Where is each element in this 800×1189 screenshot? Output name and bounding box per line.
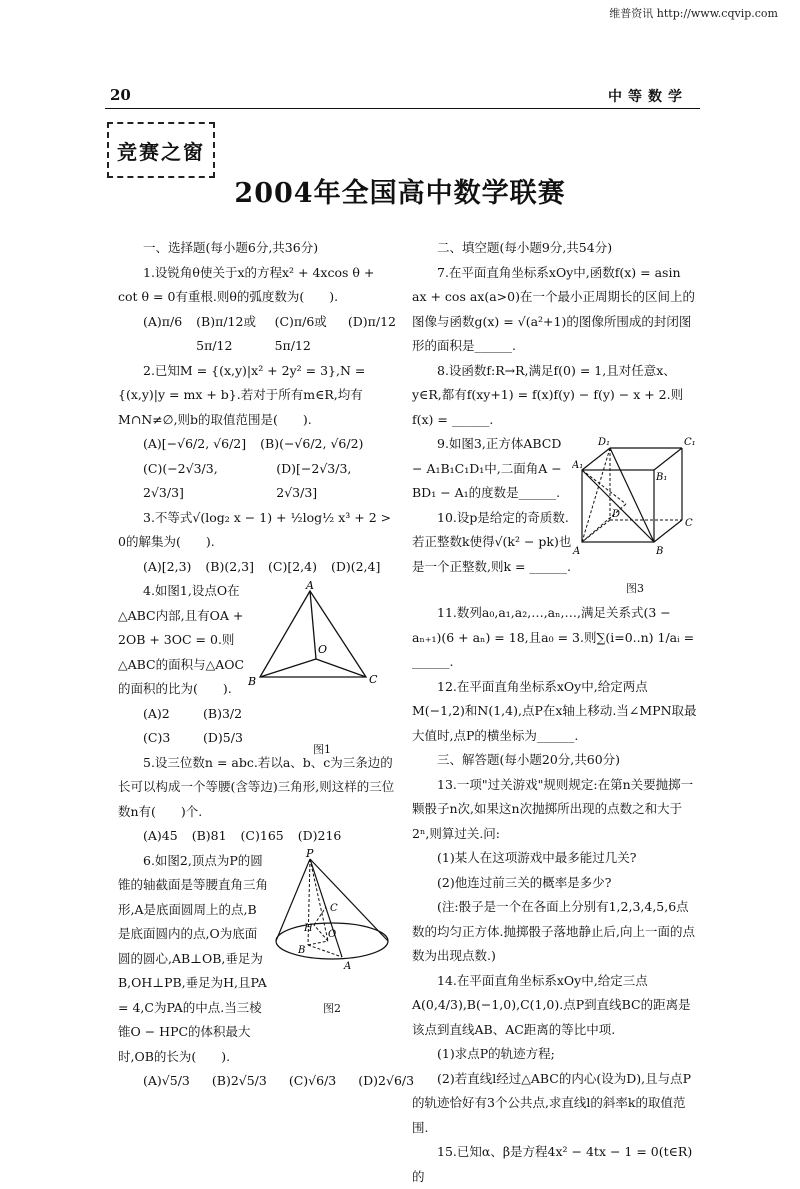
option: (B)(−√6/2, √6/2): [260, 436, 364, 451]
option: (A)45: [143, 828, 178, 843]
cone-diagram: [268, 849, 396, 989]
question-4: 4.如图1,设点O在△ABC内部,且有OA + 2OB + 3OC = 0.则△ABC的面积与△AOC的面积的比为( ).: [118, 583, 245, 696]
option: (C)[2,4): [268, 558, 317, 574]
svg-text:B: B: [656, 546, 664, 557]
question-13-part-1: (1)某人在这项游戏中最多能过几关?: [437, 850, 637, 865]
option: (D)[−2√3/3, 2√3/3]: [276, 460, 352, 500]
question-4-block: [118, 579, 396, 756]
option: (A)√5/3: [143, 1073, 190, 1088]
question-3-options: [118, 555, 396, 580]
question-12: 12.在平面直角坐标系xOy中,给定两点M(−1,2)和N(1,4),点P在x轴上移动.当∠MPN取最大值时,点P的横坐标为______.: [412, 678, 697, 743]
svg-text:D₁: D₁: [598, 437, 611, 448]
question-6: 6.如图2,顶点为P的圆锥的轴截面是等腰直角三角形,A是底面圆周上的点,B是底面圆内的点,O为底面圆的圆心,AB⊥OB,垂足为B,OH⊥PB,垂足为H,且PA = 4,C为PA的中点.当三棱锥O − HPC的体积最大时,OB的长为( ).: [118, 852, 269, 1064]
question-1: 1.设锐角θ使关于x的方程x² + 4xcos θ + cot θ = 0有重根.则θ的弧度数为( ).: [118, 264, 375, 304]
svg-text:C: C: [330, 902, 338, 914]
question-13-note: (注:骰子是一个在各面上分别有1,2,3,4,5,6点数的均匀正方体.抛掷骰子落地静止后,向上一面的点数为出现点数.): [412, 899, 695, 963]
question-10: 10.设p是给定的奇质数.若正整数k使得√(k² − pk)也是一个正整数,则k = ______.: [412, 509, 572, 574]
question-5: 5.设三位数n = abc.若以a、b、c为三条边的长可以构成一个等腰(含等边)三角形,则这样的三位数n有( )个.: [118, 754, 395, 819]
figure-2: [268, 849, 396, 1070]
option: (A)[2,3): [143, 558, 192, 574]
option: (B)81: [191, 828, 227, 843]
question-7: 7.在平面直角坐标系xOy中,函数f(x) = asin ax + cos ax(a>0)在一个最小正周期长的区间上的图像与函数g(x) = √(a²+1)的图像所围成的封闭图形的面积是______.: [412, 264, 695, 353]
svg-text:H: H: [304, 922, 313, 934]
header-rule: [105, 108, 700, 109]
svg-text:P: P: [306, 848, 314, 860]
figure-3: [572, 432, 698, 601]
svg-text:O: O: [328, 928, 337, 940]
option: (D)2√6/3: [358, 1073, 415, 1088]
question-3: 3.不等式√(log₂ x − 1) + ½log½ x³ + 2 > 0的解集为( ).: [118, 509, 392, 549]
option: (A)[−√6/2, √6/2]: [143, 436, 247, 451]
figure-2-caption: 图2: [323, 1002, 341, 1015]
question-4-options: [118, 702, 248, 751]
svg-text:A: A: [306, 579, 314, 592]
question-1-options: [118, 310, 396, 359]
question-2: 2.已知M = {(x,y)|x² + 2y² = 3},N = {(x,y)|y = mx + b}.若对于所有m∈R,均有M∩N≠∅,则b的取值范围是( ).: [118, 362, 366, 427]
question-15: 15.已知α、β是方程4x² − 4tx − 1 = 0(t∈R)的: [412, 1144, 693, 1184]
column-label: 竞赛之窗: [107, 122, 215, 178]
option: (D)π/12: [347, 313, 396, 329]
option: (A)π/6: [143, 313, 183, 329]
option: (C)π/6或5π/12: [274, 313, 327, 353]
question-9-10-block: [412, 432, 698, 601]
option: (D)216: [297, 828, 342, 843]
triangle-diagram: [248, 579, 396, 729]
figure-1: [248, 579, 396, 756]
page-title: 2004年全国高中数学联赛: [234, 178, 566, 209]
option: (B)3/2: [203, 705, 243, 721]
svg-text:C: C: [369, 673, 378, 686]
svg-text:A: A: [573, 546, 581, 557]
question-13: 13.一项"过关游戏"规则规定:在第n关要抛掷一颗骰子n次,如果这n次抛掷所出现的点数之和大于2ⁿ,则算过关.问:: [412, 776, 694, 841]
question-6-block: [118, 849, 396, 1070]
figure-3-caption: 图3: [626, 581, 644, 595]
option: (B)π/12或5π/12: [196, 313, 256, 353]
svg-text:B: B: [298, 944, 306, 956]
svg-text:D: D: [612, 509, 621, 520]
journal-name: 中等数学: [608, 89, 688, 105]
svg-text:A: A: [344, 960, 352, 972]
svg-text:B: B: [248, 675, 257, 688]
section-heading: 三、解答题(每小题20分,共60分): [437, 752, 621, 767]
left-column: [118, 236, 415, 1094]
option: (C)165: [240, 828, 284, 843]
page-number: 20: [110, 86, 131, 104]
svg-text:B₁: B₁: [656, 472, 668, 483]
cube-diagram: [572, 432, 698, 568]
option: (C)3: [143, 730, 171, 745]
option: (B)(2,3]: [205, 558, 254, 574]
question-9: 9.如图3,正方体ABCD − A₁B₁C₁D₁中,二面角A − BD₁ − A₁的度数是______.: [412, 436, 562, 500]
section-heading: 一、选择题(每小题6分,共36分): [143, 240, 319, 255]
figure-1-caption: 图1: [313, 742, 331, 756]
option: (B)2√5/3: [211, 1073, 267, 1088]
right-column: [412, 236, 698, 1189]
question-5-options: [118, 824, 396, 849]
section-heading: 二、填空题(每小题9分,共54分): [437, 240, 613, 255]
question-11: 11.数列a₀,a₁,a₂,…,aₙ,…,满足关系式(3 − aₙ₊₁)(6 + aₙ) = 18,且a₀ = 3.则∑(i=0..n) 1/aᵢ = ______.: [412, 605, 695, 669]
svg-text:C: C: [685, 518, 693, 529]
question-8: 8.设函数f:R→R,满足f(0) = 1,且对任意x、y∈R,都有f(xy+1) = f(x)f(y) − f(y) − x + 2.则f(x) = ______.: [412, 362, 684, 427]
question-6-options: [118, 1069, 415, 1094]
question-2-options: [118, 432, 396, 457]
svg-text:A₁: A₁: [572, 460, 584, 471]
question-2-options-row2: [118, 457, 396, 506]
option: (D)(2,4]: [330, 558, 381, 574]
question-14: 14.在平面直角坐标系xOy中,给定三点A(0,4/3),B(−1,0),C(1,0).点P到直线BC的距离是该点到直线AB、AC距离的等比中项.: [412, 972, 691, 1037]
option: (C)√6/3: [288, 1073, 337, 1088]
svg-text:C₁: C₁: [684, 437, 696, 448]
svg-text:O: O: [318, 643, 328, 656]
option: (D)5/3: [203, 730, 243, 745]
question-13-part-2: (2)他连过前三关的概率是多少?: [437, 874, 612, 890]
question-14-part-2: (2)若直线l经过△ABC的内心(设为D),且与点P的轨迹恰好有3个公共点,求直线l的斜率k的取值范围.: [412, 1070, 691, 1135]
question-14-part-1: (1)求点P的轨迹方程;: [437, 1046, 555, 1061]
option: (C)(−2√3/3, 2√3/3]: [143, 460, 218, 500]
option: (A)2: [143, 705, 170, 721]
watermark: 维普资讯 http://www.cqvip.com: [609, 7, 778, 20]
